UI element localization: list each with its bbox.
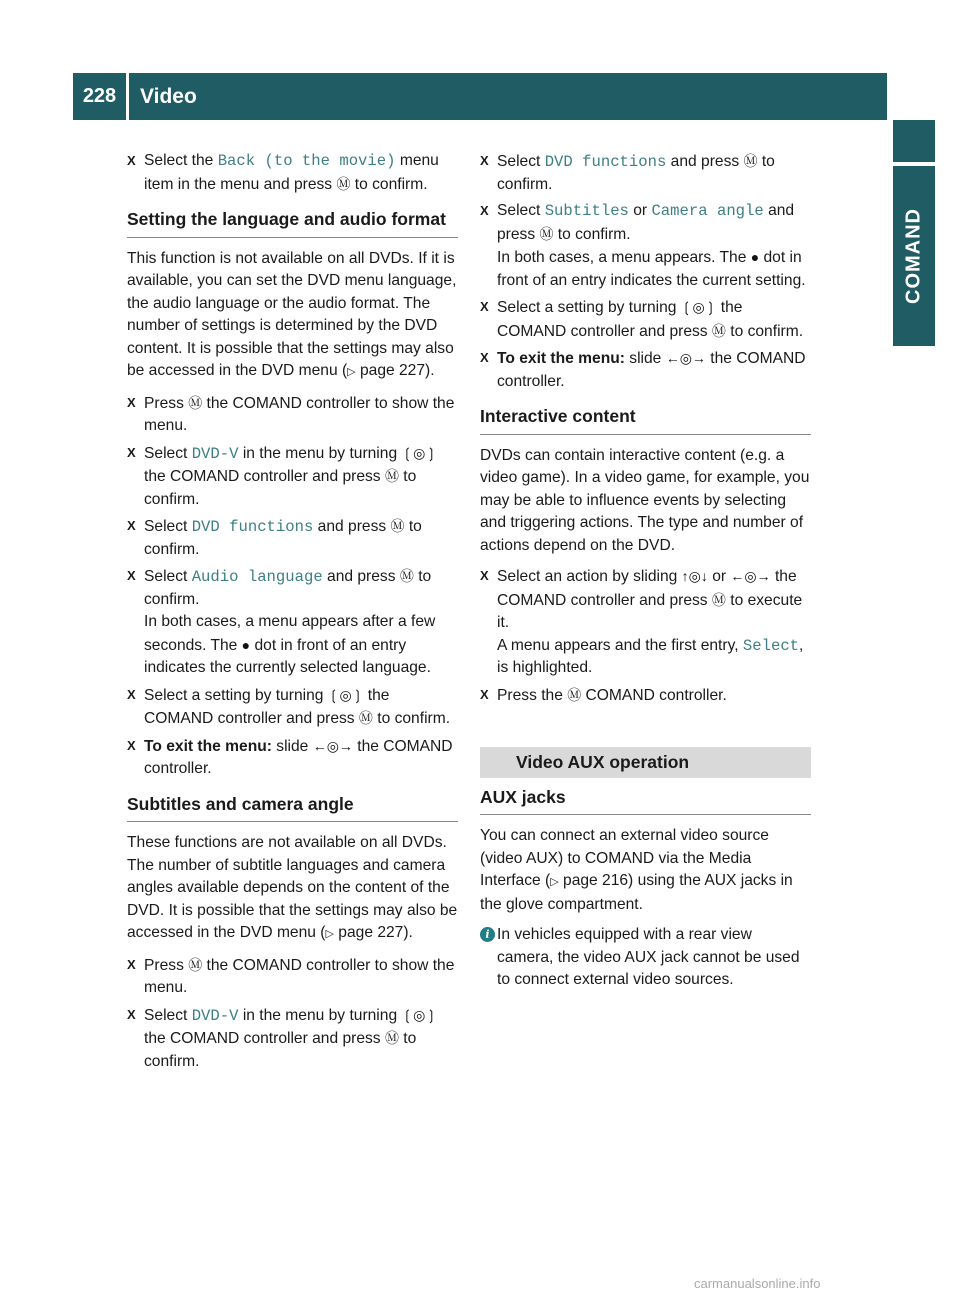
watermark-text: carmanualsonline.info (694, 1276, 821, 1291)
step-marker-icon: X (480, 153, 489, 168)
press-controller-icon: Ⓜ (399, 568, 414, 584)
press-controller-icon: Ⓜ (711, 322, 726, 339)
instruction-step: X Select Subtitles or Camera angle and press Ⓜ to confirm. In both cases, a menu appears. The ● dot in front of an entry indicates the current setting. (480, 202, 806, 289)
menu-item-camera-angle: Camera angle (651, 202, 764, 220)
page-header (73, 73, 887, 120)
press-controller-icon: Ⓜ (539, 225, 554, 242)
step-marker-icon: X (480, 350, 489, 365)
step-marker-icon: X (127, 568, 136, 583)
menu-item-audio-language: Audio language (191, 568, 323, 586)
heading-language-audio: Setting the language and audio format (127, 208, 458, 238)
page-number: 228 (82, 85, 117, 107)
step-marker-icon: X (480, 568, 489, 583)
step-marker-icon: X (127, 518, 136, 533)
paragraph: This function is not available on all DVDs. If it is available, you can set the DVD menu language, the audio language or the audio format. The number of settings is determined by the DVD content. It is possible that the settings may also be accessed in the DVD menu (▷ page 227). (127, 249, 457, 379)
section-title: Video (140, 85, 197, 108)
press-controller-icon: Ⓜ (384, 468, 399, 484)
chapter-label: COMAND (902, 208, 925, 304)
header-divider (126, 73, 129, 120)
left-column (127, 150, 458, 1077)
press-controller-icon: Ⓜ (743, 153, 758, 169)
instruction-step: X Select an action by sliding ↑◎↓ or ←◎→ the COMAND controller and press Ⓜ to execute it. A menu appears and the first entry, Select, is highlighted. (480, 565, 811, 680)
slide-left-right-icon: ←◎→ (730, 568, 771, 584)
instruction-step: X Press Ⓜ the COMAND controller to show the menu. (127, 392, 458, 438)
slide-left-right-icon: ←◎→ (665, 350, 706, 366)
instruction-step: X Select a setting by turning ❲◎❳ the COMAND controller and press Ⓜ to confirm. (480, 296, 811, 343)
page-ref-arrow-icon: ▷ (347, 366, 356, 378)
menu-item-select: Select (742, 636, 800, 655)
right-column (480, 150, 811, 992)
press-controller-icon: Ⓜ (567, 686, 582, 703)
step-marker-icon: X (127, 956, 136, 972)
press-controller-icon: Ⓜ (711, 591, 726, 608)
menu-item-back: Back (to the movie) (217, 152, 396, 170)
press-controller-icon: Ⓜ (390, 518, 405, 534)
step-marker-icon: X (127, 444, 136, 460)
page-ref-arrow-icon: ▷ (550, 876, 559, 888)
instruction-step: X Select DVD-V in the menu by turning ❲◎❳ the COMAND controller and press Ⓜ to confirm. (127, 1004, 458, 1074)
instruction-step: X Select Audio language and press Ⓜ to confirm. In both cases, a menu appears after a few seconds. The ● dot in front of an entry indicates the currently selected language. (127, 565, 458, 680)
instruction-step: X Select DVD-V in the menu by turning ❲◎❳ the COMAND controller and press Ⓜ to confirm. (127, 442, 458, 512)
paragraph: You can connect an external video source (video AUX) to COMAND via the Media Interface (▷ page 216) using the AUX jacks in the glove compartment. (480, 827, 793, 913)
heading-interactive-content: Interactive content (480, 405, 811, 435)
bullet-dot-icon: ● (750, 249, 760, 265)
press-controller-icon: Ⓜ (188, 394, 203, 411)
turn-controller-icon: ❲◎❳ (401, 1006, 438, 1023)
instruction-step: X Press the Ⓜ COMAND controller. (480, 684, 811, 708)
instruction-step: X Select DVD functions and press Ⓜ to confirm. (127, 515, 458, 561)
page-ref-arrow-icon: ▷ (325, 928, 334, 940)
instruction-step: X Select the Back (to the movie) menu item in the menu and press Ⓜ to confirm. (127, 150, 458, 196)
step-marker-icon: X (127, 686, 136, 702)
menu-item-dvd-v: DVD-V (191, 1006, 239, 1025)
menu-item-subtitles: Subtitles (544, 202, 629, 220)
paragraph: DVDs can contain interactive content (e.g. a video game). In a video game, for example, you may be able to influence events by selecting and triggering actions. The type and number of actions depend on the DVD. (480, 446, 810, 554)
step-marker-icon: X (480, 203, 489, 218)
info-note: i In vehicles equipped with a rear view camera, the video AUX jack cannot be used to connect external video sources. (480, 924, 811, 992)
press-controller-icon: Ⓜ (188, 956, 203, 973)
instruction-step: X Press Ⓜ the COMAND controller to show the menu. (127, 954, 458, 1000)
press-controller-icon: Ⓜ (358, 710, 373, 726)
slide-left-right-icon: ←◎→ (312, 737, 353, 754)
press-controller-icon: Ⓜ (384, 1030, 399, 1046)
menu-item-dvd-v: DVD-V (191, 444, 239, 463)
step-marker-icon: X (127, 737, 136, 753)
instruction-step: X Select a setting by turning ❲◎❳ the COMAND controller and press Ⓜ to confirm. (127, 684, 458, 731)
menu-item-dvd-functions: DVD functions (544, 153, 667, 171)
section-heading-video-aux: Video AUX operation (480, 747, 811, 778)
step-marker-icon: X (480, 686, 489, 702)
heading-subtitles-camera: Subtitles and camera angle (127, 793, 458, 823)
paragraph: These functions are not available on all DVDs. The number of subtitle languages and camera angles available depends on the content of the DVD. It is possible that the settings may also be accessed in the DVD menu (▷ page 227). (127, 834, 458, 941)
info-icon: i (480, 927, 495, 942)
instruction-step: X To exit the menu: slide ←◎→ the COMAND controller. (127, 735, 458, 781)
step-marker-icon: X (480, 299, 489, 314)
step-marker-icon: X (127, 394, 136, 410)
menu-item-dvd-functions: DVD functions (191, 518, 314, 536)
heading-aux-jacks: AUX jacks (480, 786, 811, 816)
press-controller-icon: Ⓜ (336, 175, 351, 192)
step-marker-icon: X (127, 1006, 136, 1022)
instruction-step: X To exit the menu: slide ←◎→ the COMAND controller. (480, 347, 811, 393)
slide-up-down-icon: ↑◎↓ (681, 568, 708, 584)
turn-controller-icon: ❲◎❳ (680, 299, 717, 315)
turn-controller-icon: ❲◎❳ (327, 686, 364, 703)
bullet-dot-icon: ● (241, 636, 251, 653)
instruction-step: X Select DVD functions and press Ⓜ to confirm. (480, 150, 811, 196)
turn-controller-icon: ❲◎❳ (401, 444, 438, 461)
sidebar-top-block (893, 120, 935, 162)
step-marker-icon: X (127, 153, 136, 168)
